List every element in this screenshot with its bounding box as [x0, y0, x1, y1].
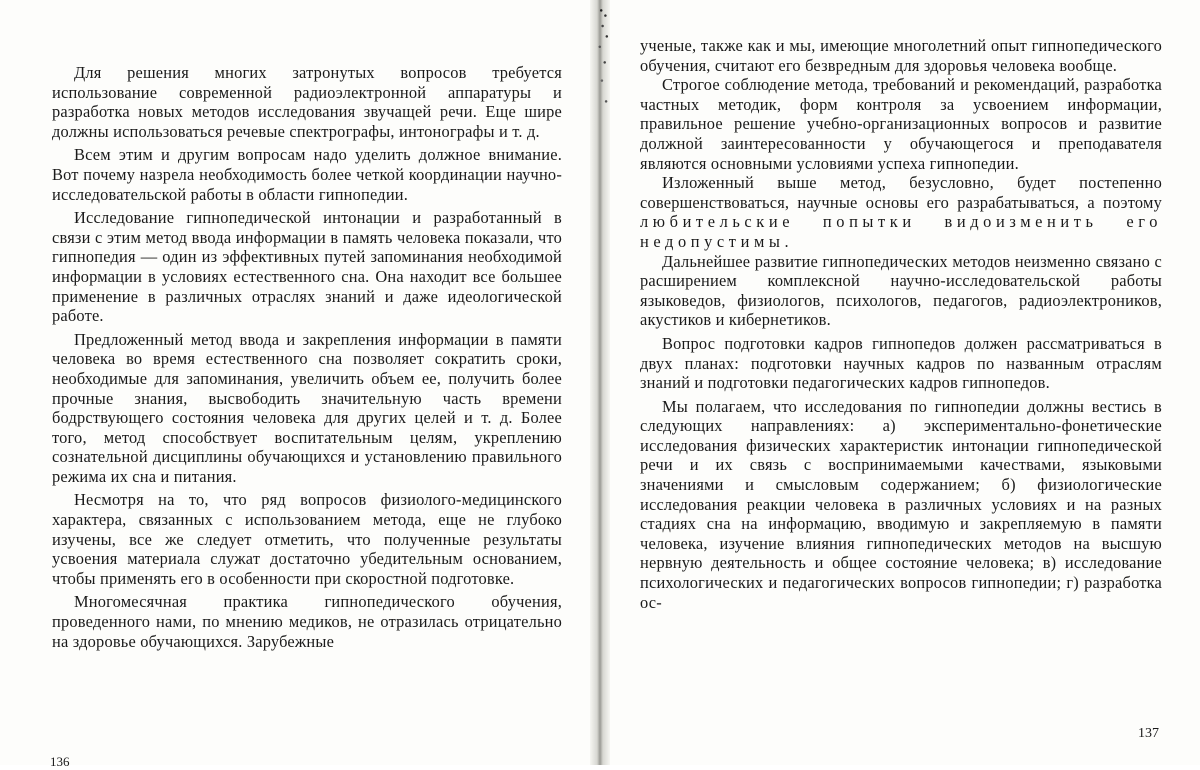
right-page-text	[640, 36, 1162, 612]
paragraph: Предложенный метод ввода и закрепления информации в памяти человека во время естественного сна позволяет сократить сроки, необходимые для запоминания, увеличить объем ее, получить более прочные знания, высвободить значительную часть времени бодрствующего состояния человека для других целей и т. д. Более того, метод способствует воспитательным целям, укреплению сознательной дисциплины обучающихся и установлению правильного режима их сна и питания.	[52, 329, 562, 486]
paragraph: Дальнейшее развитие гипнопедических методов неизменно связано с расширением комплексной научно-исследовательской работы языковедов, физиологов, психологов, педагогов, радиоэлектроников, акустиков и кибернетиков.	[640, 251, 1162, 330]
paragraph: Всем этим и другим вопросам надо уделить должное внимание. Вот почему назрела необходимость более четкой координации научно-исследовательской работы в области гипнопедии.	[52, 145, 562, 204]
paragraph: Многомесячная практика гипнопедического обучения, проведенного нами, по мнению медиков, не отразилась отрицательно на здоровье обучающихся. Зарубежные	[52, 592, 562, 651]
left-page-text	[52, 63, 562, 651]
page-number: 137	[1138, 726, 1159, 741]
paragraph: ученые, также как и мы, имеющие многолетний опыт гипнопедического обучения, считают его безвредным для здоровья человека вообще.	[640, 36, 1162, 75]
paragraph: Мы полагаем, что исследования по гипнопедии должны вестись в следующих направлениях: а) экспериментально-фонетические исследования физических характеристик интонации гипнопедической речи и их связь с воспринимаемыми качествами, языковыми значениями и смысловым содержанием; б) физиологические исследования реакции человека в различных условиях и на разных стадиях сна на информацию, вводимую и закрепляемую в памяти человека, изучение влияния гипнопедических методов на высшую нервную деятельность и общее состояние человека; в) исследование психологических и педагогических вопросов гипнопедии; г) разработка ос-	[640, 396, 1162, 612]
scan-artifact	[597, 0, 611, 130]
paragraph: Исследование гипнопедической интонации и разработанный в связи с этим метод ввода информации в память человека показали, что гипнопедия — один из эффективных путей запоминания необходимой информации в условиях естественного сна. Она находит все большее применение в различных отраслях знаний и даже идеологической работе.	[52, 208, 562, 326]
paragraph-text: Изложенный выше метод, безусловно, будет постепенно совершенствоваться, научные основы его разрабатываться, а поэтому	[640, 173, 1162, 212]
spaced-emphasis: любительские попытки видоизменить его недопустимы.	[640, 212, 1162, 251]
paragraph: Несмотря на то, что ряд вопросов физиолого-медицинского характера, связанных с использованием метода, еще не глубоко изучены, все же следует отметить, что полученные результаты усвоения материала служат достаточно убедительным основанием, чтобы применять его в особенности при скоростной подготовке.	[52, 490, 562, 588]
paragraph: Вопрос подготовки кадров гипнопедов должен рассматриваться в двух планах: подготовки научных кадров по названным отраслям знаний и подготовки педагогических кадров гипнопедов.	[640, 333, 1162, 393]
paragraph: Строгое соблюдение метода, требований и рекомендаций, разработка частных методик, форм контроля за усвоением информации, правильное решение учебно-организационных вопросов и развитие должной заинтересованности у обучающегося и преподавателя являются основными условиями успеха гипнопедии.	[640, 75, 1162, 173]
paragraph	[640, 173, 1162, 251]
paragraph: Для решения многих затронутых вопросов требуется использование современной радиоэлектронной аппаратуры и разработка новых методов исследования звучащей речи. Еще шире должны использоваться речевые спектрографы, интонографы и т. д.	[52, 63, 562, 141]
page-number: 136	[50, 754, 70, 769]
